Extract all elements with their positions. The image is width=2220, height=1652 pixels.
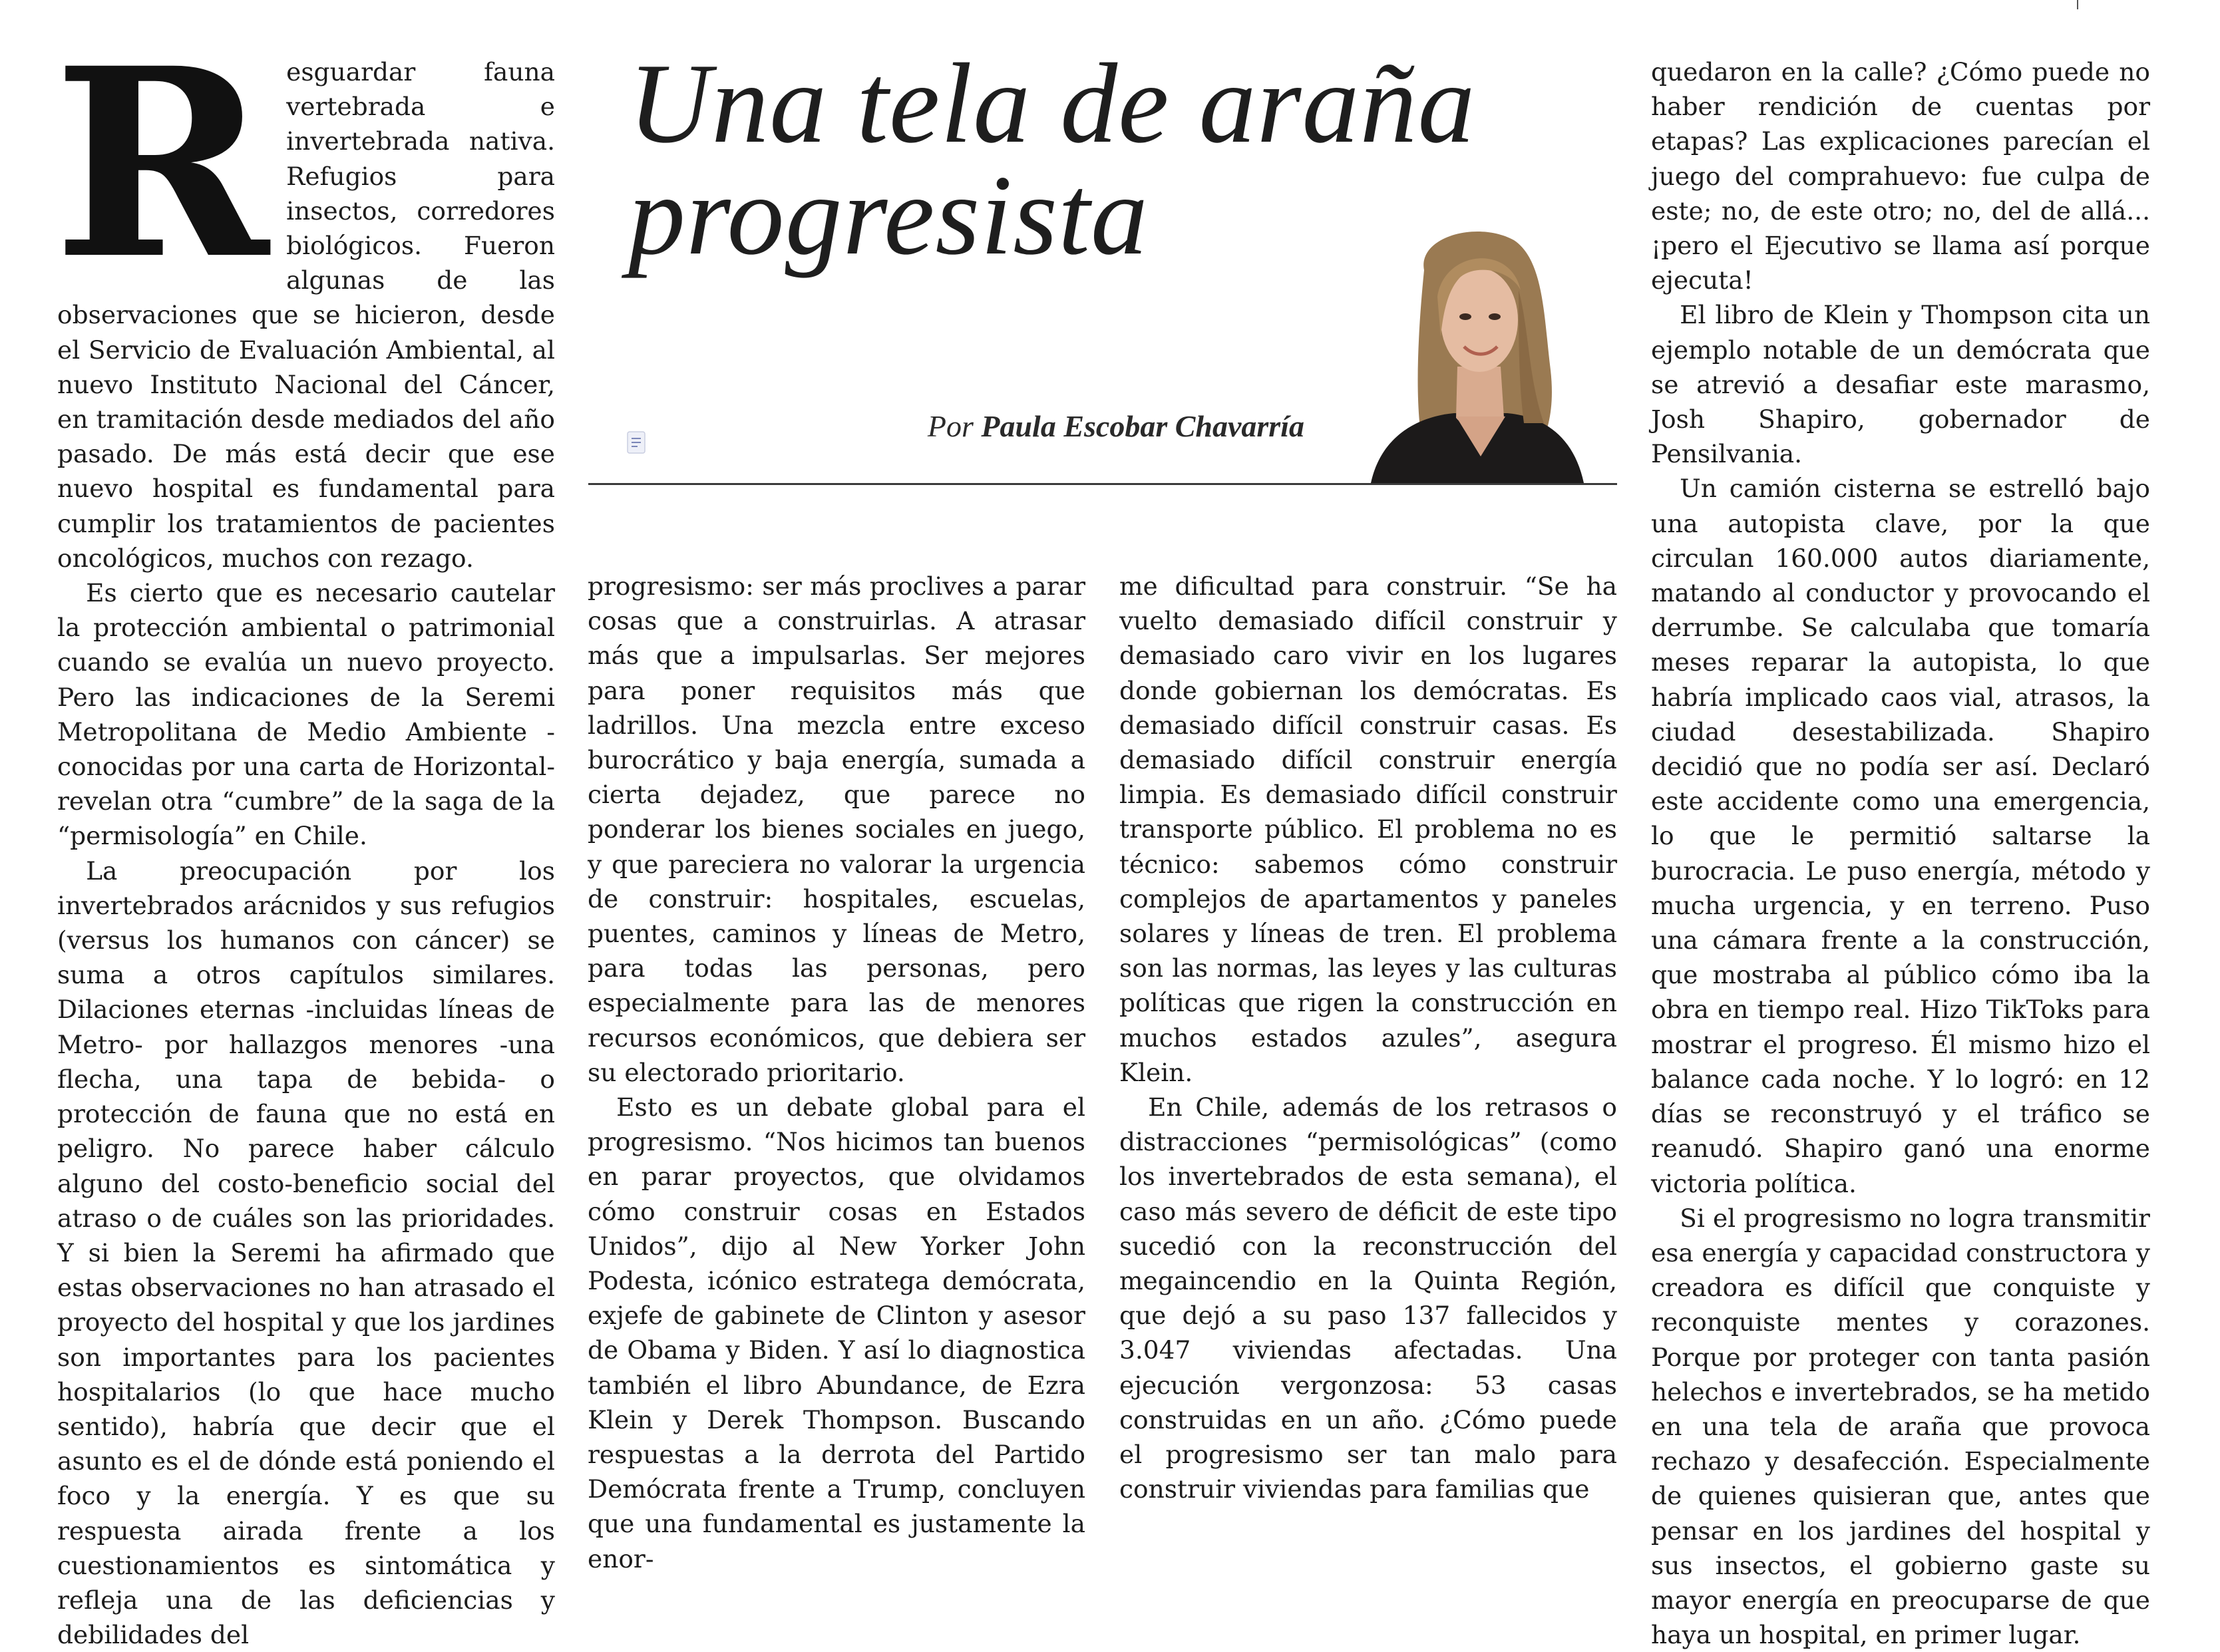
paragraph: Si el progresismo no logra transmitir esa energía y capacidad constructora y creadora es difícil que conquiste y reconquiste mentes y corazones. Porque por proteger con tanta pasión helechos e invertebrados, se ha metido en una tela de araña que provoca rechazo y desafección. Especialmente de quienes quisieran que, antes que pensar en los jardines del hospital y sus insectos, el gobierno gaste su mayor energía en preocuparse de que haya un hospital, en primer lugar. bbox=[1651, 1203, 2150, 1650]
drop-cap: R bbox=[53, 11, 270, 316]
column-1 bbox=[53, 11, 555, 1652]
column-4 bbox=[1651, 55, 2150, 1652]
note-icon[interactable] bbox=[627, 431, 646, 454]
byline bbox=[865, 409, 1304, 444]
header-rule bbox=[588, 483, 1617, 485]
paragraph: quedaron en la calle? ¿Cómo puede no haber rendición de cuentas por etapas? Las explicaciones parecían el juego del comprahuevo: fue culpa de este; no, de este otro; no, del de allá... ¡pero el Ejecutivo se llama así porque ejecuta! bbox=[1651, 57, 2150, 295]
author-portrait bbox=[1344, 224, 1597, 483]
byline-prefix: Por bbox=[927, 409, 974, 443]
paragraph: Esto es un debate global para el progresismo. “Nos hicimos tan buenos en parar proyectos, que olvidamos cómo construir cosas en Estados Unidos”, dijo al New Yorker John Podesta, icónico estratega demócrata, exjefe de gabinete de Clinton y asesor de Obama y Biden. Y así lo diagnostica también el libro Abundance, de Ezra Klein y Derek Thompson. Buscando respuestas a la derrota del Partido Demócrata frente a Trump, concluyen que una fundamental es justamente la enor- bbox=[588, 1092, 1085, 1573]
paragraph: Un camión cisterna se estrelló bajo una autopista clave, por la que circulan 160.000 autos diariamente, matando al conductor y provocando el derrumbe. Se calculaba que tomaría meses reparar la autopista, lo que habría implicado caos vial, atrasos, la ciudad desestabilizada. Shapiro decidió que no podía ser así. Declaró este accidente como una emergencia, lo que le permitió saltarse la burocracia. Le puso energía, método y mucha urgencia, y en terreno. Puso una cámara frente a la construcción, que mostraba al público cómo iba la obra en tiempo real. Hizo TikToks para mostrar el progreso. Él mismo hizo el balance cada noche. Y lo logró: en 12 días se reconstruyó y el tráfico se reanudó. Shapiro ganó una enorme victoria política. bbox=[1651, 474, 2150, 1198]
column-3 bbox=[1119, 569, 1617, 1506]
column-2 bbox=[588, 569, 1085, 1576]
headline: Una tela de araña progresista bbox=[628, 41, 1476, 279]
page-edge-mark bbox=[2077, 0, 2078, 9]
paragraph: Es cierto que es necesario cautelar la protección ambiental o patrimonial cuando se evalúa un nuevo proyecto. Pero las indicaciones de la Seremi Metropolitana de Medio Ambiente -conocidas por una carta de Horizontal- revelan otra “cumbre” de la saga de la “permisología” en Chile. bbox=[57, 578, 555, 851]
paragraph: me dificultad para construir. “Se ha vuelto demasiado difícil construir y demasiado caro vivir en los lugares donde gobiernan los demócratas. Es demasiado difícil construir casas. Es demasiado difícil construir energía limpia. Es demasiado difícil construir transporte público. El problema no es técnico: sabemos cómo construir complejos de apartamentos y paneles solares y líneas de tren. El problema son las normas, las leyes y las culturas políticas que rigen la construcción en muchos estados azules”, asegura Klein. bbox=[1119, 572, 1617, 1087]
author-name: Paula Escobar Chavarría bbox=[981, 409, 1304, 443]
paragraph: Resguardar fauna vertebrada e invertebrada nativa. Refugios para insectos, corredores biológicos. Fueron algunas de las observaciones que se hicieron, desde el Servicio de Evaluación Ambiental, al nuevo Instituto Nacional del Cáncer, en tramitación desde mediados del año pasado. De más está decir que ese nuevo hospital es fundamental para cumplir los tratamientos de pacientes oncológicos, muchos con rezago. bbox=[53, 11, 555, 573]
paragraph: En Chile, además de los retrasos o distracciones “permisológicas” (como los invertebrados de esta semana), el caso más severo de déficit de este tipo sucedió con la reconstrucción del megaincendio en la Quinta Región, que dejó a su paso 137 fallecidos y 3.047 viviendas afectadas. Una ejecución vergonzosa: 53 casas construidas en un año. ¿Cómo puede el progresismo ser tan malo para construir viviendas para familias que bbox=[1119, 1092, 1617, 1504]
paragraph: progresismo: ser más proclives a parar cosas que a construirlas. A atrasar más que a impulsarlas. Ser mejores para poner requisitos más que ladrillos. Una mezcla entre exceso burocrático y baja energía, sumada a cierta dejadez, que parece no ponderar los bienes sociales en juego, y que pareciera no valorar la urgencia de construir: hospitales, escuelas, puentes, caminos y líneas de Metro, para todas las personas, pero especialmente para las de menores recursos económicos, que debiera ser su electorado prioritario. bbox=[588, 572, 1085, 1087]
paragraph: El libro de Klein y Thompson cita un ejemplo notable de un demócrata que se atrevió a desafiar este marasmo, Josh Shapiro, gobernador de Pensilvania. bbox=[1651, 300, 2150, 469]
paragraph: La preocupación por los invertebrados arácnidos y sus refugios (versus los humanos con cáncer) se suma a otros capítulos similares. Dilaciones eternas -incluidas líneas de Metro- por hallazgos menores -una flecha, una tapa de bebida- o protección de fauna que no está en peligro. No parece haber cálculo alguno del costo-beneficio social del atraso o de cuáles son las prioridades. Y si bien la Seremi ha afirmado que estas observaciones no han atrasado el proyecto del hospital y que los jardines son importantes para los pacientes hospitalarios (lo que hace mucho sentido), habría que decir que el asunto es el de dónde está poniendo el foco y la energía. Y es que su respuesta airada frente a los cuestionamientos es sintomática y refleja una de las deficiencias y debilidades del bbox=[57, 856, 555, 1650]
